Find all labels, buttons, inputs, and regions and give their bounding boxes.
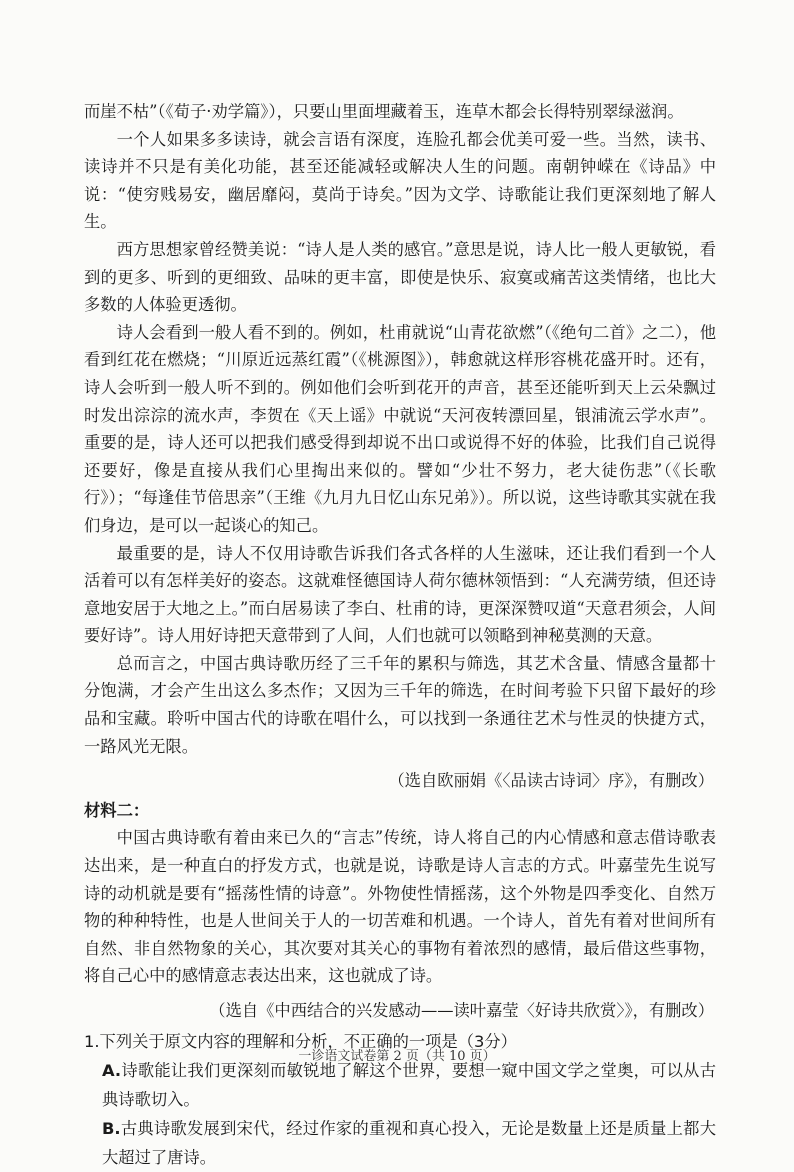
option-label: A. — [102, 1060, 122, 1080]
page-content — [84, 98, 716, 1172]
option-b — [84, 1114, 716, 1172]
page-footer: 一诊语文试卷第 2 页（共 10 页） — [298, 1049, 496, 1064]
question-stem: 1.下列关于原文内容的理解和分析，不正确的一项是（3分） — [84, 1031, 517, 1051]
option-text: 古典诗歌发展到宋代，经过作家的重视和真心投入，无论是数量上还是质量上都大大超过了唐诗。 — [102, 1118, 716, 1167]
paragraph-poet-sees: 诗人会看到一般人看不到的。例如，杜甫就说“山青花欲燃”（《绝句二首》之二），他看到红花在燃烧；“川原近远蒸红霞”（《桃源图》），韩愈就这样形容桃花盛开时。还有，诗人会听到一般人听不到的。例如他们会听到花开的声音，甚至还能听到天上云朵飘过时发出淙淙的流水声，李贺在《天上谣》中就说“天河夜转漂回星，银浦流云学水声”。重要的是，诗人还可以把我们感受得到却说不出口或说得不好的体验，比我们自己说得还要好，像是直接从我们心里掏出来似的。譬如“少壮不努力，老大徒伤悲”（《长歌行》）；“每逢佳节倍思亲”（王维《九月九日忆山东兄弟》）。所以说，这些诗歌其实就在我们身边，是可以一起谈心的知己。 — [84, 322, 716, 535]
material-one-section — [84, 98, 716, 795]
paragraph-poet-senses: 西方思想家曾经赞美说：“诗人是人类的感官。”意思是说，诗人比一般人更敏锐，看到的更多、听到的更细致、品味的更丰富，即使是快乐、寂寞或痛苦这类情绪，也比大多数的人体验更透彻。 — [84, 239, 716, 315]
paragraph-continued: 而崖不枯”（《荀子·劝学篇》），只要山里面埋藏着玉，连草木都会长得特别翠绿滋润。 — [84, 102, 684, 121]
option-a — [84, 1056, 716, 1114]
paragraph-conclusion: 总而言之，中国古典诗歌历经了三千年的累积与筛选，其艺术含量、情感含量都十分饱满，才会产生出这么多杰作；又因为三千年的筛选，在时间考验下只留下最好的珍品和宝藏。聆听中国古代的诗歌在唱什么，可以找到一条通往艺术与性灵的快捷方式，一路风光无限。 — [84, 653, 716, 756]
material-two-section — [84, 797, 716, 1025]
paragraph-most-important: 最重要的是，诗人不仅用诗歌告诉我们各式各样的人生滋味，还让我们看到一个人活着可以有怎样美好的姿态。这就难怪德国诗人荷尔德林领悟到：“人充满劳绩，但还诗意地安居于大地之上。”而白居易读了李白、杜甫的诗，更深深赞叹道“天意君须会，人间要好诗”。诗人用好诗把天意带到了人间，人们也就可以领略到神秘莫测的天意。 — [84, 543, 716, 646]
option-text: 诗歌能让我们更深刻而敏锐地了解这个世界，要想一窥中国文学之堂奥，可以从古典诗歌切入。 — [102, 1060, 716, 1109]
material-one-source: （选自欧丽娟《〈品读古诗词〉序》，有删改） — [388, 771, 714, 791]
material-two-paragraph: 中国古典诗歌有着由来已久的“言志”传统，诗人将自己的内心情感和意志借诗歌表达出来，是一种直白的抒发方式，也就是说，诗歌是诗人言志的方式。叶嘉莹先生说写诗的动机就是要有“摇荡性情的诗意”。外物使性情摇荡，这个外物是四季变化、自然万物的种种特性，也是人世间关于人的一切苦难和机遇。一个诗人，首先有着对世间所有自然、非自然物象的关心，其次要对其关心的事物有着浓烈的感情，最后借这些事物，将自己心中的感情意志表达出来，这也就成了诗。 — [84, 828, 716, 986]
option-label: B. — [102, 1118, 121, 1138]
material-two-heading: 材料二： — [84, 800, 150, 820]
paragraph-reading-poetry: 一个人如果多多读诗，就会言语有深度，连脸孔都会优美可爱一些。当然，读书、读诗并不只是有美化功能，甚至还能减轻或解决人生的问题。南朝钟嵘在《诗品》中说：“使穷贱易安，幽居靡闷，莫尚于诗矣。”因为文学、诗歌能让我们更深刻地了解人生。 — [84, 129, 716, 232]
material-two-source: （选自《中西结合的兴发感动——读叶嘉莹〈好诗共欣赏〉》，有删改） — [209, 1001, 714, 1020]
